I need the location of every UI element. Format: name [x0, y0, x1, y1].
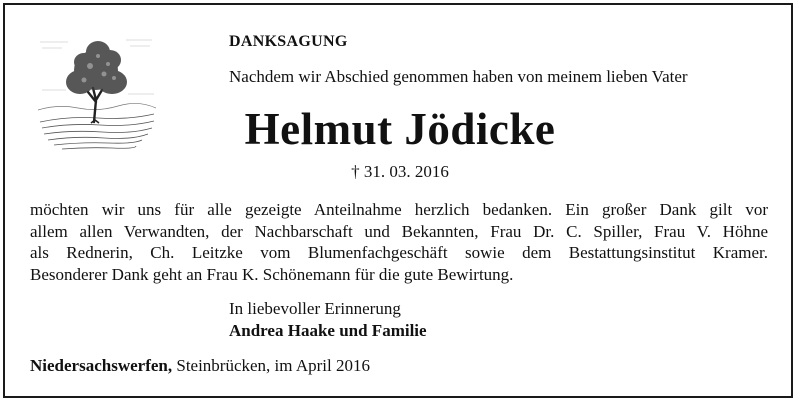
place-and-date — [30, 356, 370, 376]
death-date: † 31. 03. 2016 — [351, 162, 449, 181]
place-rest: Steinbrücken, im April 2016 — [172, 356, 370, 375]
thanks-line: möchten wir uns für alle gezeigte Anteilnahme herzlich bedanken. Ein großer Dank gilt vor — [30, 200, 768, 219]
closing-phrase: In liebevoller Erinnerung — [229, 299, 401, 318]
thanks-line: allem allen Verwandten, der Nachbarschaft und Bekannten, Frau Dr. C. Spiller, Frau V. Höhne — [30, 221, 768, 241]
signer-name: Andrea Haake und Familie — [229, 320, 427, 340]
thanks-paragraph — [30, 199, 768, 285]
closing-block — [229, 298, 427, 341]
thanks-line: als Rednerin, Ch. Leitzke vom Blumenfachgeschäft sowie dem Bestattungsinstitut Kramer. — [30, 243, 768, 262]
notice-heading: DANKSAGUNG — [229, 33, 348, 50]
thanks-line: Besonderer Dank geht an Frau K. Schönemann für die gute Bewirtung. — [30, 264, 514, 284]
deceased-name: Helmut Jödicke — [244, 104, 556, 154]
intro-line: Nachdem wir Abschied genommen haben von meinem lieben Vater — [229, 67, 688, 86]
place-town: Niedersachswerfen, — [30, 356, 173, 375]
